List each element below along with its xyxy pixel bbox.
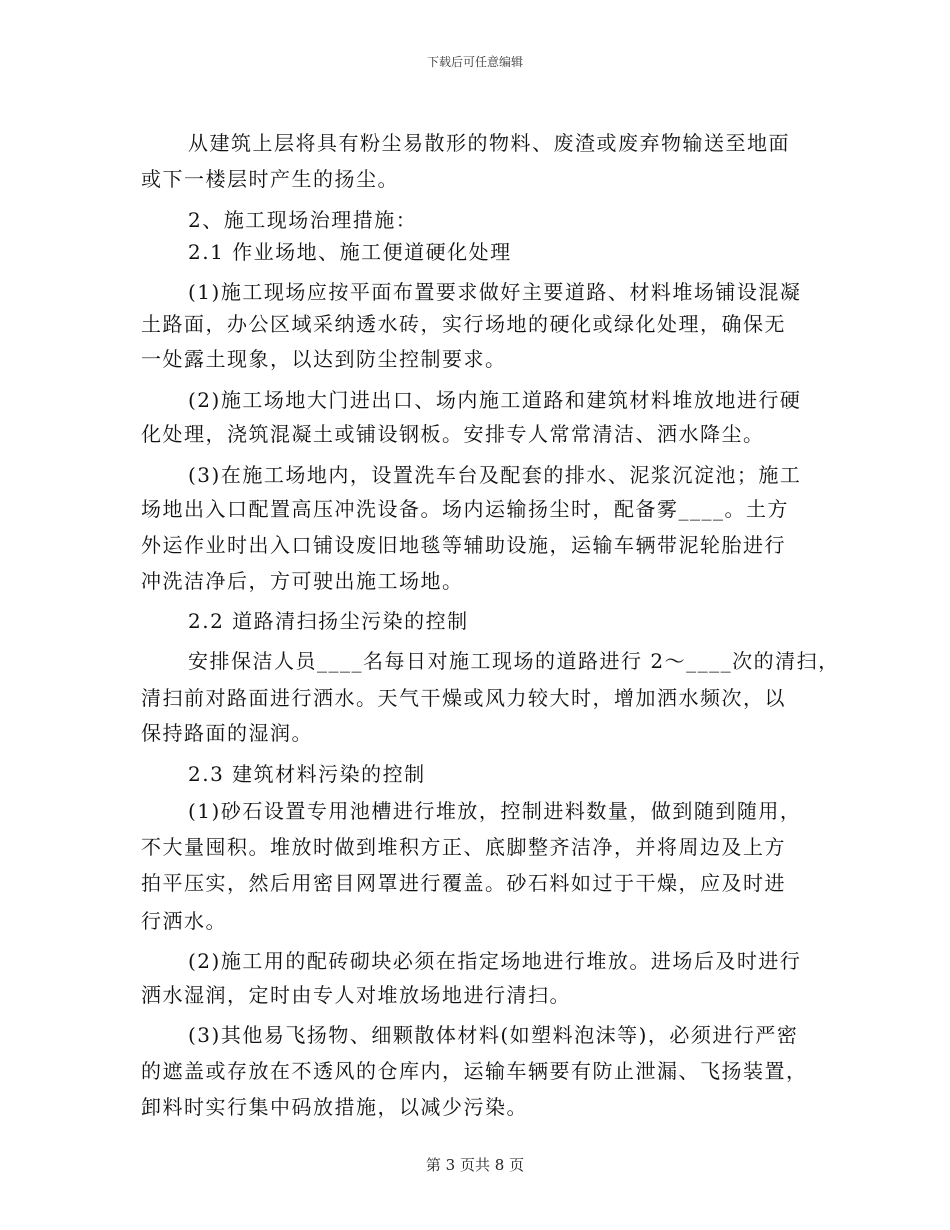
text-line: (3)其他易飞扬物、细颗散体材料(如塑料泡沫等)，必须进行严密 [188, 1023, 799, 1047]
text-line: 或下一楼层时产生的扬尘。 [141, 167, 399, 191]
text-line: 洒水湿润，定时由专人对堆放场地进行清扫。 [141, 983, 571, 1007]
text-line: (1)砂石设置专用池槽进行堆放，控制进料数量，做到随到随用， [188, 799, 802, 823]
text-line: 2.1 作业场地、施工便道硬化处理 [188, 240, 512, 264]
page-header: 下载后可任意编辑 [426, 55, 523, 69]
text-line: 从建筑上层将具有粉尘易散形的物料、废渣或废弃物输送至地面 [188, 131, 790, 155]
text-line: (2)施工用的配砖砌块必须在指定场地进行堆放。进场后及时进行 [188, 949, 802, 973]
text-line: (3)在施工场地内，设置洗车台及配套的排水、泥浆沉淀池；施工 [188, 463, 802, 487]
text-line: 2、施工现场治理措施： [188, 208, 418, 232]
text-line: 冲洗洁净后，方可驶出施工场地。 [141, 569, 464, 593]
text-line: 保持路面的湿润。 [141, 721, 313, 745]
text-line: (2)施工场地大门进出口、场内施工道路和建筑材料堆放地进行硬 [188, 388, 802, 412]
text-line: 2.2 道路清扫扬尘污染的控制 [188, 609, 469, 633]
text-line: 化处理，浇筑混凝土或铺设钢板。安排专人常常清洁、洒水降尘。 [141, 422, 765, 446]
text-line: 清扫前对路面进行洒水。天气干燥或风力较大时，增加洒水频次，以 [141, 686, 786, 710]
page-footer: 第 3 页共 8 页 [425, 1156, 525, 1174]
text-line: 土路面，办公区域采纳透水砖，实行场地的硬化或绿化处理，确保无 [141, 312, 786, 336]
text-line: 一处露土现象，以达到防尘控制要求。 [141, 347, 507, 371]
text-line: 外运作业时出入口铺设废旧地毯等辅助设施，运输车辆带泥轮胎进行 [141, 533, 786, 557]
text-line: 拍平压实，然后用密目网罩进行覆盖。砂石料如过于干燥，应及时进 [141, 871, 786, 895]
text-line: 行洒水。 [141, 909, 227, 933]
text-line: 场地出入口配置高压冲洗设备。场内运输扬尘时，配备雾____。土方 [141, 497, 789, 521]
text-line: (1)施工现场应按平面布置要求做好主要道路、材料堆场铺设混凝 [188, 280, 802, 304]
text-line: 不大量囤积。堆放时做到堆积方正、底脚整齐洁净，并将周边及上方 [141, 835, 786, 859]
text-line: 安排保洁人员____名每日对施工现场的道路进行 2～____次的清扫， [188, 649, 840, 673]
text-line: 卸料时实行集中码放措施，以减少污染。 [141, 1095, 528, 1119]
text-line: 的遮盖或存放在不透风的仓库内，运输车辆要有防止泄漏、飞扬装置， [141, 1059, 808, 1083]
text-line: 2.3 建筑材料污染的控制 [188, 762, 426, 786]
